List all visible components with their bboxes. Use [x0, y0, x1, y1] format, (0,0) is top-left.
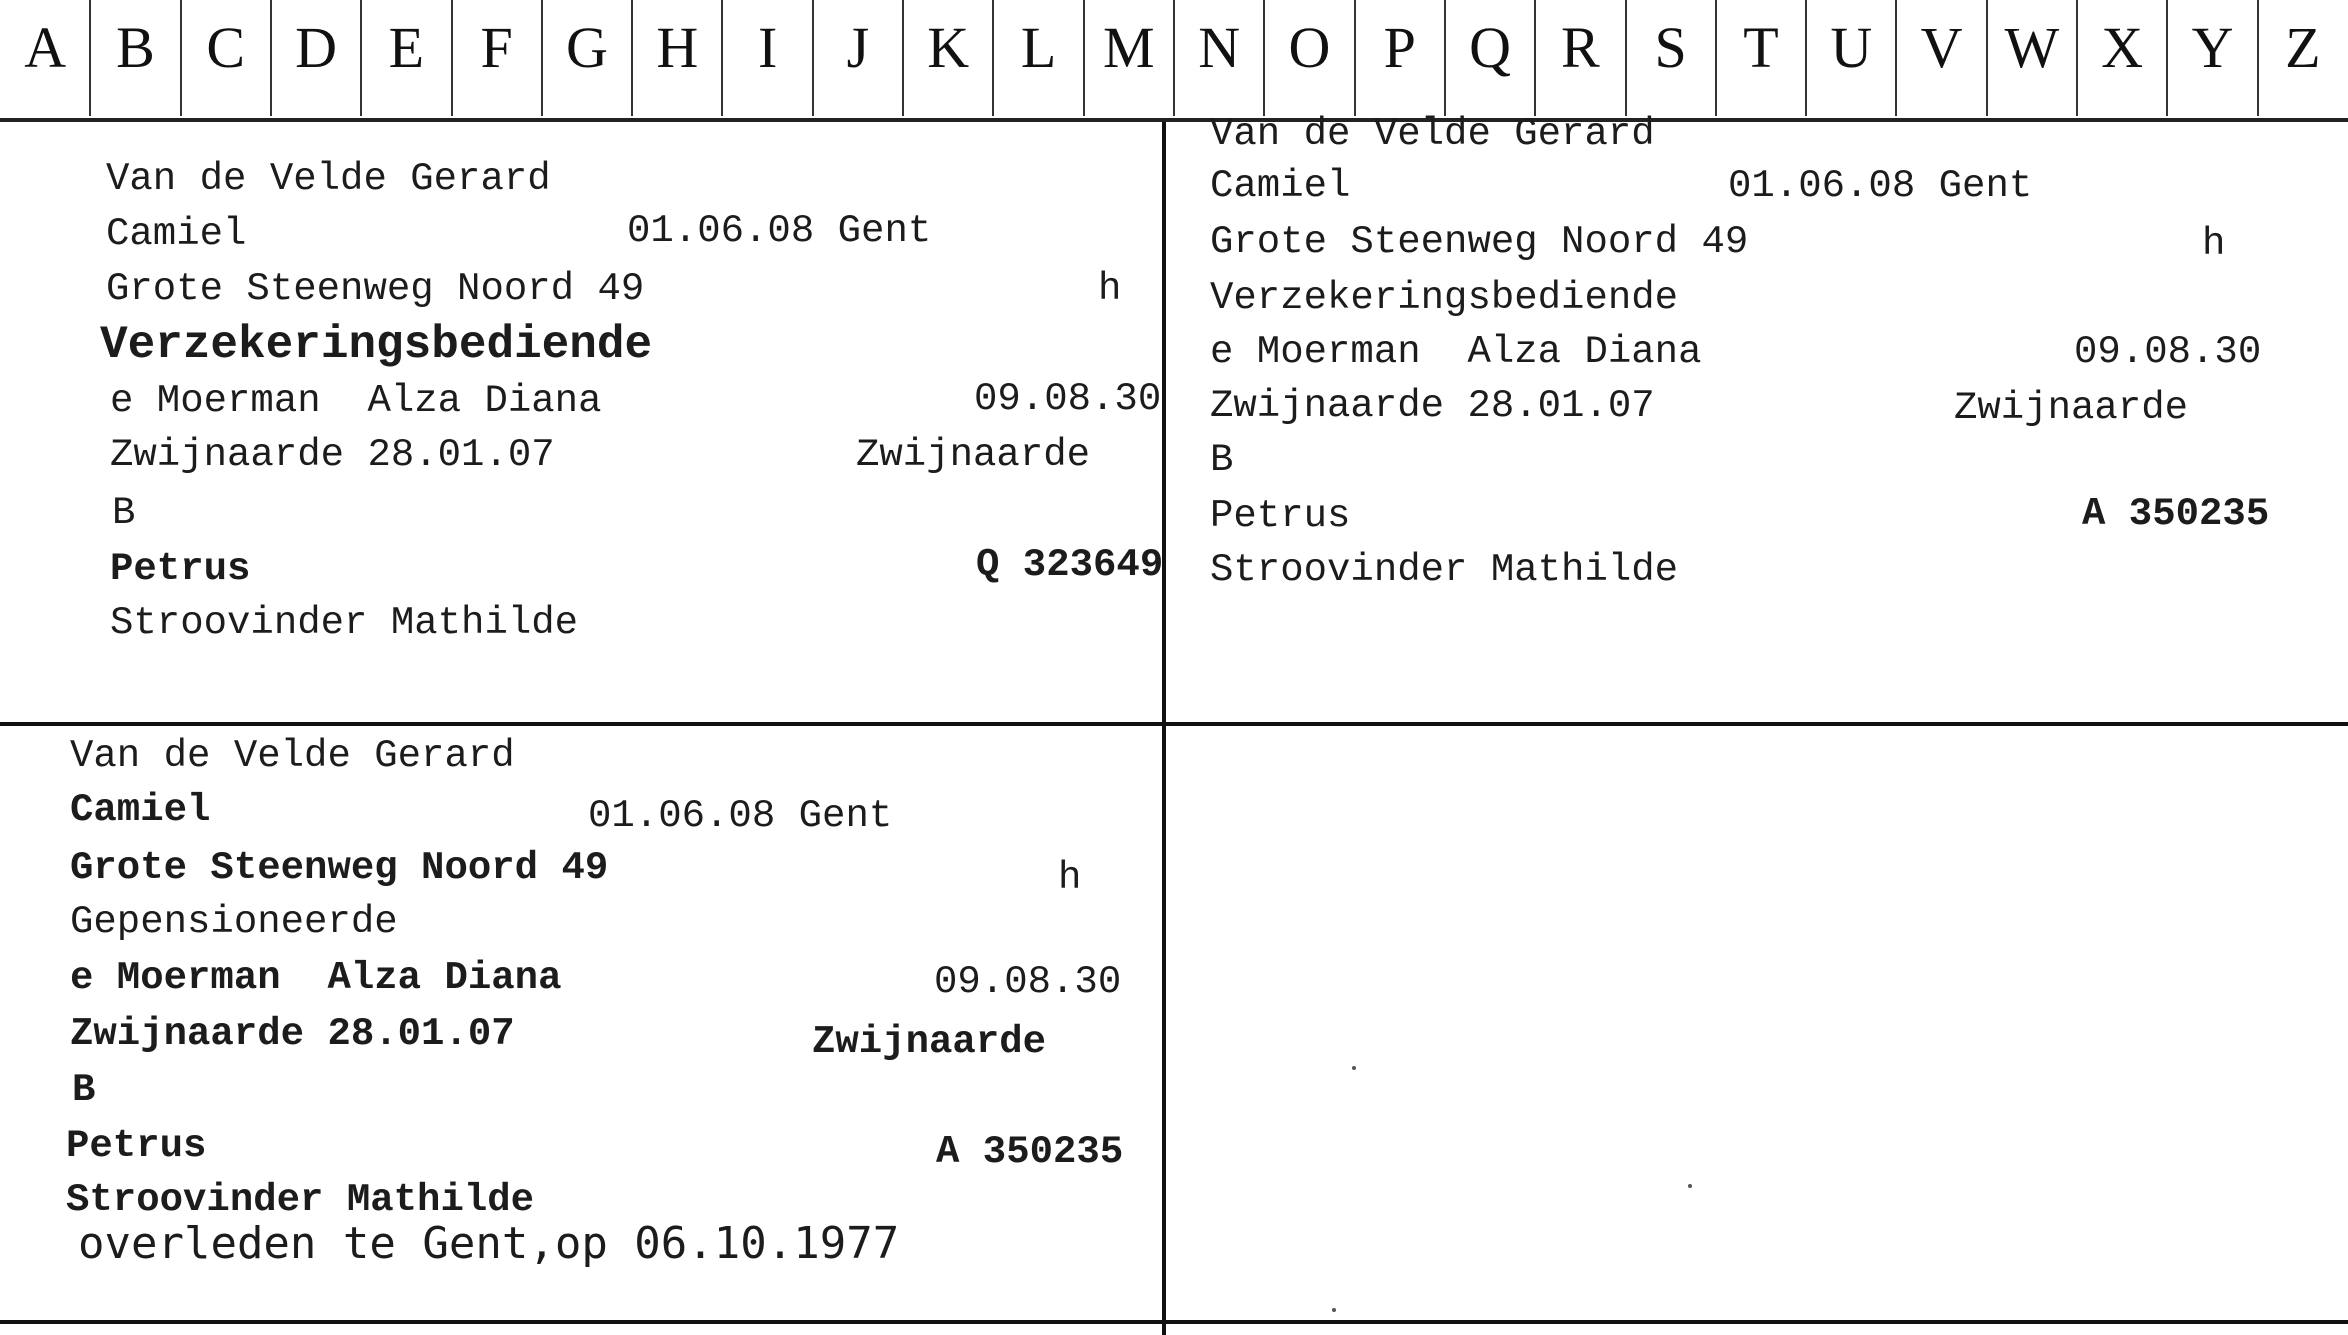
card-birth: 01.06.08 Gent: [588, 794, 893, 838]
card-birth: 01.06.08 Gent: [627, 209, 932, 253]
card-code: B: [112, 491, 136, 535]
card-firstname: Camiel: [106, 212, 247, 256]
record-card-4-empty: [1168, 728, 2348, 1318]
card-spouse-birth: Zwijnaarde 28.01.07: [70, 1012, 515, 1056]
card-mark: h: [1058, 856, 1082, 900]
card-code: B: [72, 1068, 96, 1112]
card-number: A 350235: [936, 1130, 1124, 1174]
index-separator: [1805, 0, 1807, 116]
index-separator: [2166, 0, 2168, 116]
index-letter-l: L: [1020, 15, 1057, 80]
card-address: Grote Steenweg Noord 49: [1210, 220, 1749, 264]
index-separator: [180, 0, 182, 116]
index-letter-h: H: [656, 15, 699, 80]
index-separator: [2257, 0, 2259, 116]
card-surname: Van de Velde Gerard: [70, 734, 515, 778]
index-separator: [1534, 0, 1536, 116]
index-letter-o: O: [1288, 15, 1331, 80]
index-separator: [992, 0, 994, 116]
record-card-3: [0, 728, 1160, 1318]
index-separator: [1715, 0, 1717, 116]
card-birth: 01.06.08 Gent: [1728, 164, 2033, 208]
card-mark: h: [1098, 267, 1122, 311]
index-separator: [2076, 0, 2078, 116]
card-spouse-place: Zwijnaarde: [812, 1020, 1047, 1064]
card-spouse: e Moerman Alza Diana: [1210, 330, 1702, 374]
index-letter-j: J: [846, 15, 870, 80]
card-spouse-date: 09.08.30: [2074, 330, 2262, 374]
card-spouse: e Moerman Alza Diana: [70, 956, 562, 1000]
card-surname: Van de Velde Gerard: [1210, 112, 1655, 156]
card-occupation: Verzekeringsbediende: [100, 319, 653, 371]
card-spouse: e Moerman Alza Diana: [110, 379, 602, 423]
paper-speck: [1352, 1066, 1356, 1070]
card-father: Petrus: [110, 547, 251, 591]
index-letter-g: G: [566, 15, 608, 80]
index-letter-u: U: [1830, 15, 1873, 80]
page-bottom-line: [0, 1320, 2348, 1324]
paper-speck: [1688, 1184, 1692, 1188]
paper-speck: [1332, 1308, 1336, 1312]
index-separator: [1173, 0, 1175, 116]
card-surname: Van de Velde Gerard: [106, 157, 551, 201]
index-letter-s: S: [1654, 15, 1687, 80]
index-separator: [812, 0, 814, 116]
index-letter-t: T: [1743, 15, 1779, 80]
index-letter-x: X: [2101, 15, 2144, 80]
record-card-1: [0, 125, 1164, 720]
index-letter-k: K: [927, 15, 970, 80]
card-mother: Stroovinder Mathilde: [1210, 548, 1679, 592]
index-letter-d: D: [295, 15, 338, 80]
index-letter-q: Q: [1469, 15, 1512, 80]
index-letter-a: A: [24, 15, 67, 80]
card-address: Grote Steenweg Noord 49: [106, 267, 645, 311]
index-separator: [631, 0, 633, 116]
index-separator: [360, 0, 362, 116]
index-letter-z: Z: [2285, 15, 2321, 80]
card-divider-vertical: [1162, 122, 1166, 1335]
index-separator: [451, 0, 453, 116]
index-letter-f: F: [480, 15, 513, 80]
index-separator: [541, 0, 543, 116]
index-letter-r: R: [1561, 15, 1600, 80]
card-occupation: Gepensioneerde: [70, 900, 398, 944]
index-letter-b: B: [116, 15, 155, 80]
card-firstname: Camiel: [1210, 164, 1351, 208]
index-letter-n: N: [1198, 15, 1241, 80]
index-separator: [1895, 0, 1897, 116]
index-letter-v: V: [1920, 15, 1963, 80]
index-separator: [89, 0, 91, 116]
index-separator: [1354, 0, 1356, 116]
card-spouse-date: 09.08.30: [974, 377, 1162, 421]
card-firstname: Camiel: [70, 788, 211, 832]
card-father: Petrus: [66, 1124, 207, 1168]
index-separator: [1986, 0, 1988, 116]
index-separator: [1625, 0, 1627, 116]
card-divider-horizontal: [0, 722, 2348, 726]
index-separator: [721, 0, 723, 116]
index-letter-c: C: [206, 15, 246, 80]
index-letter-i: I: [757, 15, 778, 80]
record-card-2: [1168, 110, 2348, 720]
card-spouse-birth: Zwijnaarde 28.01.07: [1210, 384, 1655, 428]
card-death-note: overleden te Gent,op 06.10.1977: [78, 1218, 900, 1269]
card-spouse-place: Zwijnaarde: [856, 433, 1091, 477]
card-number: Q 323649: [976, 543, 1164, 587]
card-mark: h: [2202, 222, 2226, 266]
alphabet-index-bar: [0, 0, 2348, 122]
card-occupation: Verzekeringsbediende: [1210, 276, 1679, 320]
card-spouse-birth: Zwijnaarde 28.01.07: [110, 433, 555, 477]
index-separator: [902, 0, 904, 116]
card-mother: Stroovinder Mathilde: [110, 601, 579, 645]
index-separator: [270, 0, 272, 116]
card-address: Grote Steenweg Noord 49: [70, 846, 609, 890]
card-spouse-place: Zwijnaarde: [1954, 386, 2189, 430]
card-spouse-date: 09.08.30: [934, 960, 1122, 1004]
card-father: Petrus: [1210, 494, 1351, 538]
index-letter-e: E: [388, 15, 425, 80]
index-letter-m: M: [1103, 15, 1155, 80]
index-separator: [1444, 0, 1446, 116]
index-letter-p: P: [1383, 15, 1416, 80]
card-code: B: [1210, 438, 1234, 482]
card-number: A 350235: [2082, 492, 2270, 536]
index-letter-y: Y: [2191, 15, 2234, 80]
index-letter-w: W: [2004, 15, 2060, 80]
card-mother: Stroovinder Mathilde: [66, 1178, 535, 1222]
index-separator: [1263, 0, 1265, 116]
index-separator: [1083, 0, 1085, 116]
